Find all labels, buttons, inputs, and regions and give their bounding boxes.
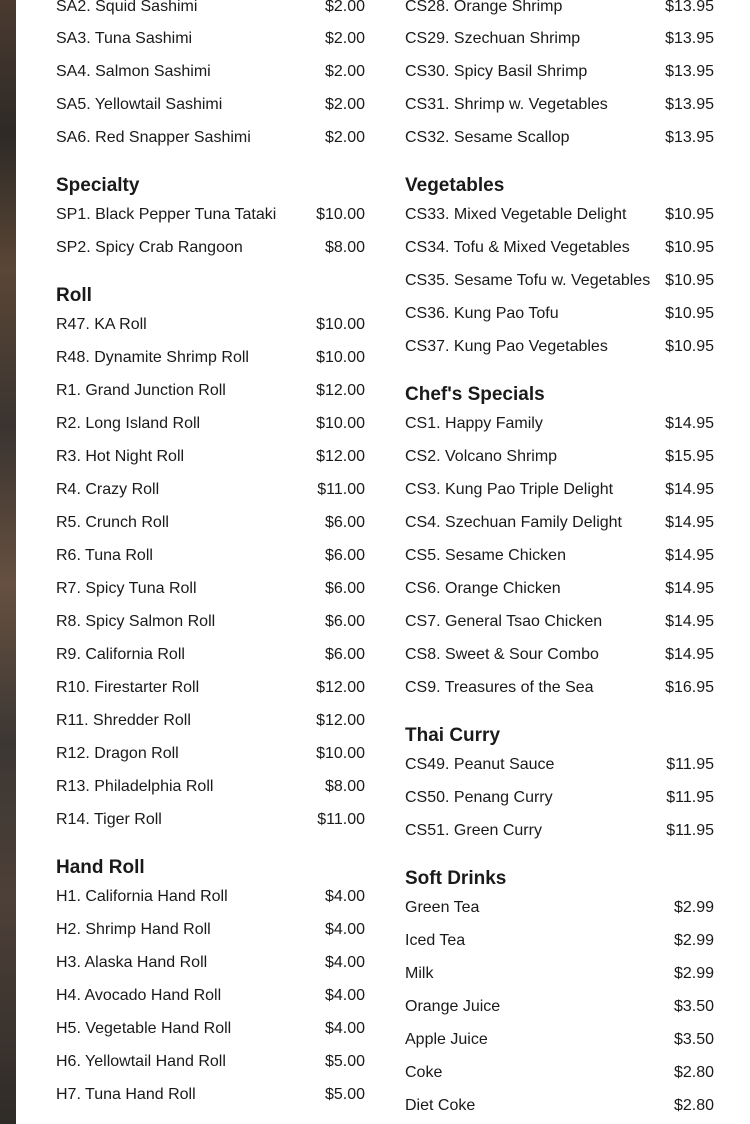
menu-item-price: $2.00 bbox=[324, 30, 365, 47]
menu-item-name: R4. Crazy Roll bbox=[56, 481, 160, 498]
menu-item[interactable] bbox=[56, 348, 365, 368]
menu-item[interactable] bbox=[56, 546, 365, 566]
menu-item-name: SA2. Squid Sashimi bbox=[56, 0, 198, 15]
menu-item[interactable] bbox=[405, 513, 714, 533]
menu-item-price: $10.95 bbox=[665, 239, 714, 256]
menu-item[interactable] bbox=[56, 1052, 365, 1072]
menu-item[interactable] bbox=[405, 645, 714, 665]
menu-item-name: Orange Juice bbox=[405, 998, 501, 1015]
menu-item-name: CS5. Sesame Chicken bbox=[405, 547, 566, 564]
menu-item-name: Coke bbox=[405, 1064, 443, 1081]
menu-item-name: R47. KA Roll bbox=[56, 316, 147, 333]
menu-item[interactable] bbox=[56, 315, 365, 335]
menu-item-price: $8.00 bbox=[324, 778, 365, 795]
menu-item-name: R13. Philadelphia Roll bbox=[56, 778, 214, 795]
menu-item[interactable] bbox=[405, 95, 714, 115]
menu-item-name: CS6. Orange Chicken bbox=[405, 580, 561, 597]
menu-item-name: Iced Tea bbox=[405, 932, 466, 949]
menu-item[interactable] bbox=[56, 887, 365, 907]
menu-item[interactable] bbox=[405, 678, 714, 698]
menu-item-price: $2.99 bbox=[673, 932, 714, 949]
menu-item-price: $6.00 bbox=[324, 646, 365, 663]
menu-item[interactable] bbox=[56, 810, 365, 830]
menu-item-price: $4.00 bbox=[324, 954, 365, 971]
menu-item-name: Milk bbox=[405, 965, 434, 982]
menu-item[interactable] bbox=[56, 1085, 365, 1105]
menu-item-name: SP2. Spicy Crab Rangoon bbox=[56, 239, 243, 256]
menu-item-price: $14.95 bbox=[665, 580, 714, 597]
menu-item-price: $10.00 bbox=[316, 745, 365, 762]
menu-item[interactable] bbox=[405, 337, 714, 357]
menu-item-name: CS31. Shrimp w. Vegetables bbox=[405, 96, 608, 113]
menu-item-price: $10.95 bbox=[665, 206, 714, 223]
menu-item[interactable] bbox=[405, 898, 714, 918]
menu-item-price: $2.00 bbox=[324, 63, 365, 80]
menu-item[interactable] bbox=[405, 612, 714, 632]
menu-item[interactable] bbox=[56, 579, 365, 599]
menu-item-name: R10. Firestarter Roll bbox=[56, 679, 200, 696]
menu-item-price: $2.00 bbox=[324, 129, 365, 146]
menu-item-name: SA3. Tuna Sashimi bbox=[56, 30, 193, 47]
menu-item[interactable] bbox=[405, 1063, 714, 1083]
menu-item-name: CS4. Szechuan Family Delight bbox=[405, 514, 622, 531]
menu-item-price: $13.95 bbox=[665, 96, 714, 113]
menu-item-name: CS7. General Tsao Chicken bbox=[405, 613, 603, 630]
menu-item[interactable] bbox=[405, 546, 714, 566]
menu-item-name: CS2. Volcano Shrimp bbox=[405, 448, 558, 465]
menu-item[interactable] bbox=[56, 1019, 365, 1039]
menu-item-name: SA6. Red Snapper Sashimi bbox=[56, 129, 251, 146]
menu-item[interactable] bbox=[56, 381, 365, 401]
menu-item-price: $13.95 bbox=[665, 129, 714, 146]
menu-item-price: $14.95 bbox=[665, 547, 714, 564]
menu-item-price: $5.00 bbox=[324, 1053, 365, 1070]
menu-item-name: H6. Yellowtail Hand Roll bbox=[56, 1053, 226, 1070]
menu-item-price: $6.00 bbox=[324, 613, 365, 630]
section-heading-soft-drinks: Soft Drinks bbox=[405, 868, 507, 889]
menu-item[interactable] bbox=[56, 447, 365, 467]
menu-item[interactable] bbox=[405, 997, 714, 1017]
background-photo-strip bbox=[0, 0, 16, 1124]
menu-item-price: $8.00 bbox=[324, 239, 365, 256]
menu-item[interactable] bbox=[56, 414, 365, 434]
menu-item-name: CS35. Sesame Tofu w. Vegetables bbox=[405, 272, 651, 289]
menu-item[interactable] bbox=[405, 62, 714, 82]
menu-item[interactable] bbox=[56, 953, 365, 973]
menu-item-name: CS33. Mixed Vegetable Delight bbox=[405, 206, 627, 223]
menu-item-price: $13.95 bbox=[665, 30, 714, 47]
menu-item[interactable] bbox=[56, 0, 365, 17]
menu-item[interactable] bbox=[405, 128, 714, 148]
menu-item-name: CS36. Kung Pao Tofu bbox=[405, 305, 559, 322]
menu-item-price: $14.95 bbox=[665, 514, 714, 531]
menu-item-price: $6.00 bbox=[324, 580, 365, 597]
menu-item-price: $12.00 bbox=[316, 382, 365, 399]
section-heading-roll: Roll bbox=[56, 285, 92, 306]
menu-item-price: $10.00 bbox=[316, 415, 365, 432]
menu-item-price: $2.00 bbox=[324, 96, 365, 113]
menu-item-price: $12.00 bbox=[316, 712, 365, 729]
menu-item[interactable] bbox=[56, 128, 365, 148]
menu-item-name: CS37. Kung Pao Vegetables bbox=[405, 338, 608, 355]
menu-item[interactable] bbox=[405, 271, 714, 291]
menu-item-name: CS30. Spicy Basil Shrimp bbox=[405, 63, 588, 80]
menu-item-price: $10.95 bbox=[665, 272, 714, 289]
menu-item-name: H5. Vegetable Hand Roll bbox=[56, 1020, 232, 1037]
menu-item-name: H2. Shrimp Hand Roll bbox=[56, 921, 211, 938]
menu-item-price: $10.00 bbox=[316, 206, 365, 223]
section-heading-hand-roll: Hand Roll bbox=[56, 857, 145, 878]
menu-item-name: R12. Dragon Roll bbox=[56, 745, 179, 762]
menu-item-price: $6.00 bbox=[324, 514, 365, 531]
menu-item-name: SP1. Black Pepper Tuna Tataki bbox=[56, 206, 277, 223]
menu-item-name: SA5. Yellowtail Sashimi bbox=[56, 96, 223, 113]
menu-item[interactable] bbox=[405, 480, 714, 500]
menu-item-price: $4.00 bbox=[324, 888, 365, 905]
menu-item-name: R5. Crunch Roll bbox=[56, 514, 169, 531]
menu-item-price: $11.00 bbox=[317, 811, 365, 828]
menu-item-price: $10.95 bbox=[665, 338, 714, 355]
menu-item-price: $12.00 bbox=[316, 448, 365, 465]
menu-item-price: $10.95 bbox=[665, 305, 714, 322]
menu-item-name: CS32. Sesame Scallop bbox=[405, 129, 570, 146]
menu-item-name: R3. Hot Night Roll bbox=[56, 448, 185, 465]
menu-item-price: $13.95 bbox=[665, 63, 714, 80]
menu-item-price: $5.00 bbox=[324, 1086, 365, 1103]
menu-item[interactable] bbox=[56, 920, 365, 940]
menu-item-price: $15.95 bbox=[665, 448, 714, 465]
menu-item-price: $6.00 bbox=[324, 547, 365, 564]
menu-item-price: $10.00 bbox=[316, 349, 365, 366]
menu-item[interactable] bbox=[56, 777, 365, 797]
menu-item-name: CS29. Szechuan Shrimp bbox=[405, 30, 581, 47]
menu-item-name: CS28. Orange Shrimp bbox=[405, 0, 563, 15]
menu-item-price: $11.95 bbox=[666, 789, 714, 806]
menu-item-name: CS34. Tofu & Mixed Vegetables bbox=[405, 239, 630, 256]
menu-item[interactable] bbox=[405, 447, 714, 467]
menu-item[interactable] bbox=[56, 480, 365, 500]
menu-item[interactable] bbox=[56, 711, 365, 731]
menu-item[interactable] bbox=[56, 612, 365, 632]
menu-item-price: $11.00 bbox=[317, 481, 365, 498]
menu-item-price: $12.00 bbox=[316, 679, 365, 696]
menu-item-price: $4.00 bbox=[324, 921, 365, 938]
menu-item-name: R2. Long Island Roll bbox=[56, 415, 201, 432]
menu-item[interactable] bbox=[405, 29, 714, 49]
menu-item[interactable] bbox=[56, 62, 365, 82]
menu-item-price: $14.95 bbox=[665, 481, 714, 498]
menu-item-price: $4.00 bbox=[324, 1020, 365, 1037]
menu-item[interactable] bbox=[56, 205, 365, 225]
menu-item[interactable] bbox=[56, 645, 365, 665]
section-heading-vegetables: Vegetables bbox=[405, 175, 505, 196]
menu-item-price: $16.95 bbox=[665, 679, 714, 696]
menu-item-name: R1. Grand Junction Roll bbox=[56, 382, 226, 399]
menu-item[interactable] bbox=[56, 678, 365, 698]
menu-item-name: H1. California Hand Roll bbox=[56, 888, 228, 905]
menu-item-name: R9. California Roll bbox=[56, 646, 185, 663]
menu-item[interactable] bbox=[405, 821, 714, 841]
menu-item-name: R11. Shredder Roll bbox=[56, 712, 191, 729]
menu-item-price: $11.95 bbox=[666, 822, 714, 839]
menu-panel bbox=[16, 0, 750, 1124]
menu-item-price: $2.99 bbox=[673, 899, 714, 916]
section-heading-thai-curry: Thai Curry bbox=[405, 725, 501, 746]
menu-item[interactable] bbox=[405, 0, 714, 17]
menu-item-name: H3. Alaska Hand Roll bbox=[56, 954, 208, 971]
menu-item-name: R8. Spicy Salmon Roll bbox=[56, 613, 216, 630]
menu-item[interactable] bbox=[405, 414, 714, 434]
menu-item-name: CS51. Green Curry bbox=[405, 822, 542, 839]
menu-item[interactable] bbox=[405, 238, 714, 258]
menu-item-name: CS1. Happy Family bbox=[405, 415, 543, 432]
menu-item-name: CS50. Penang Curry bbox=[405, 789, 553, 806]
menu-item-price: $11.95 bbox=[666, 756, 714, 773]
menu-item-name: SA4. Salmon Sashimi bbox=[56, 63, 211, 80]
menu-item[interactable] bbox=[405, 931, 714, 951]
menu-item-price: $3.50 bbox=[673, 998, 714, 1015]
menu-item[interactable] bbox=[56, 986, 365, 1006]
menu-item-price: $2.00 bbox=[324, 0, 365, 15]
menu-item[interactable] bbox=[405, 1030, 714, 1050]
menu-item[interactable] bbox=[405, 964, 714, 984]
menu-item-name: H4. Avocado Hand Roll bbox=[56, 987, 222, 1004]
menu-item-price: $14.95 bbox=[665, 415, 714, 432]
menu-item[interactable] bbox=[405, 304, 714, 324]
menu-item[interactable] bbox=[405, 579, 714, 599]
menu-item-price: $2.99 bbox=[673, 965, 714, 982]
menu-item[interactable] bbox=[56, 744, 365, 764]
menu-item-name: H7. Tuna Hand Roll bbox=[56, 1086, 196, 1103]
menu-item[interactable] bbox=[56, 513, 365, 533]
menu-item-price: $14.95 bbox=[665, 646, 714, 663]
menu-item-name: Apple Juice bbox=[405, 1031, 488, 1048]
menu-item[interactable] bbox=[56, 95, 365, 115]
menu-item[interactable] bbox=[56, 29, 365, 49]
menu-item-price: $10.00 bbox=[316, 316, 365, 333]
menu-item-price: $4.00 bbox=[324, 987, 365, 1004]
menu-item[interactable] bbox=[405, 788, 714, 808]
menu-item-name: R48. Dynamite Shrimp Roll bbox=[56, 349, 249, 366]
menu-item[interactable] bbox=[405, 755, 714, 775]
menu-item-price: $14.95 bbox=[665, 613, 714, 630]
menu-item[interactable] bbox=[405, 1096, 714, 1116]
menu-item-price: $3.50 bbox=[673, 1031, 714, 1048]
menu-item[interactable] bbox=[405, 205, 714, 225]
menu-item-price: $13.95 bbox=[665, 0, 714, 15]
menu-item-name: CS8. Sweet & Sour Combo bbox=[405, 646, 599, 663]
menu-item-name: Diet Coke bbox=[405, 1097, 476, 1114]
menu-item-name: R14. Tiger Roll bbox=[56, 811, 162, 828]
menu-item-price: $2.80 bbox=[673, 1097, 714, 1114]
menu-item-name: CS3. Kung Pao Triple Delight bbox=[405, 481, 614, 498]
menu-item-name: R6. Tuna Roll bbox=[56, 547, 153, 564]
menu-item[interactable] bbox=[56, 238, 365, 258]
menu-item-name: Green Tea bbox=[405, 899, 480, 916]
menu-item-name: CS49. Peanut Sauce bbox=[405, 756, 555, 773]
menu-item-name: R7. Spicy Tuna Roll bbox=[56, 580, 197, 597]
section-heading-chefs-specials: Chef's Specials bbox=[405, 384, 545, 405]
menu-item-price: $2.80 bbox=[673, 1064, 714, 1081]
menu-item-name: CS9. Treasures of the Sea bbox=[405, 679, 594, 696]
section-heading-specialty: Specialty bbox=[56, 175, 140, 196]
